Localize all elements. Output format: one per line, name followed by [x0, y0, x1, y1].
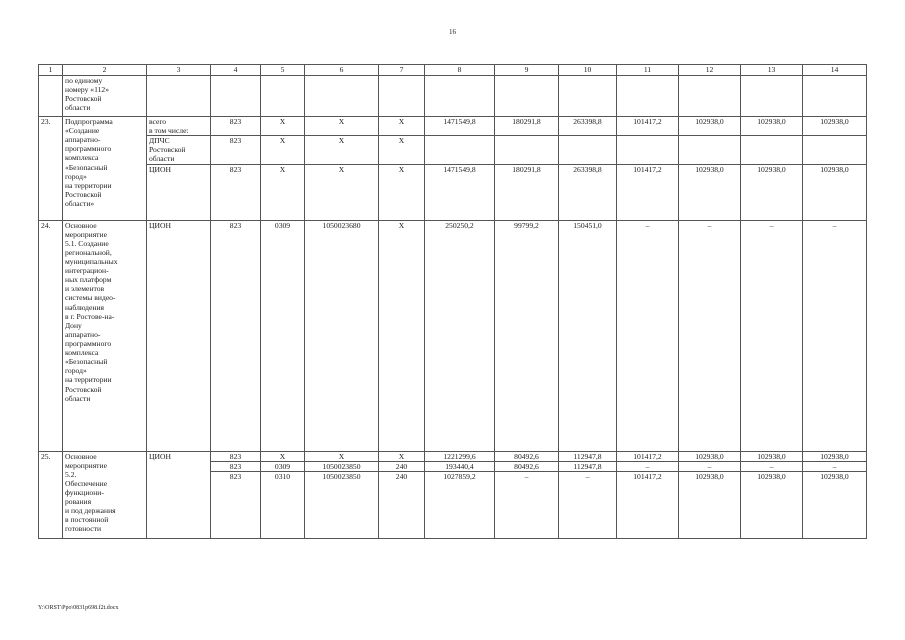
- value-c9: 180291,8: [495, 117, 559, 136]
- value-line: –: [524, 471, 529, 481]
- value-c12: –: [679, 220, 741, 451]
- value-line: 80492,6: [495, 452, 558, 462]
- row-number: 24.: [39, 220, 63, 451]
- value-c6: Х: [305, 117, 379, 136]
- value-c10: [559, 451, 617, 538]
- value-line: 823: [211, 462, 260, 472]
- value-line: –: [803, 462, 866, 472]
- empty-cell: [617, 76, 679, 117]
- row-number: 25.: [39, 451, 63, 538]
- page-number: 16: [449, 28, 456, 36]
- value-c8: 1471549,8: [425, 164, 495, 220]
- value-line: 240: [379, 462, 424, 472]
- value-line: –: [679, 462, 740, 472]
- measure-name: Подпрограмма «Создание аппаратно- программного комплекса «Безопасный город» на территории Ростовской области»: [63, 117, 147, 221]
- empty-cell: [379, 76, 425, 117]
- measure-name: Основное мероприятие 5.1. Создание региональной, муниципальных интеграцион- ных платформ и элементов системы видео- наблюдения в г. Ростове-на- Дону аппаратно- программного комплекса «Безопасный город» на территории Ростовской области: [63, 220, 147, 451]
- value-c6: Х: [305, 164, 379, 220]
- value-line: 1050023850: [305, 462, 378, 472]
- value-line: 112947,8: [559, 452, 616, 462]
- value-line: 0310: [274, 471, 291, 481]
- value-line: 102938,0: [757, 471, 786, 481]
- value-c13: 102938,0: [741, 117, 803, 136]
- column-header-11: 11: [617, 65, 679, 76]
- value-c5: 0309: [261, 220, 305, 451]
- value-c9: [495, 451, 559, 538]
- value-c7: Х: [379, 136, 425, 164]
- value-line: 1050023850: [322, 471, 361, 481]
- executor: ЦИОН: [147, 164, 211, 220]
- value-line: Х: [379, 452, 424, 462]
- executor: ЦИОН: [147, 451, 211, 538]
- value-c5: [261, 451, 305, 538]
- table-row: [39, 117, 867, 136]
- value-line: 102938,0: [803, 452, 866, 462]
- value-line: 102938,0: [741, 452, 802, 462]
- value-c13: [741, 136, 803, 164]
- empty-cell: [559, 76, 617, 117]
- value-c14: [803, 136, 867, 164]
- value-c9: 180291,8: [495, 164, 559, 220]
- value-c9: 99799,2: [495, 220, 559, 451]
- column-header-2: 2: [63, 65, 147, 76]
- value-c12: [679, 136, 741, 164]
- measure-name: Основное мероприятие 5.2. Обеспечение функциони- рования и под держания в постоянной готовности: [63, 451, 147, 538]
- value-c11: [617, 451, 679, 538]
- value-c13: [741, 451, 803, 538]
- value-c4: 823: [211, 136, 261, 164]
- value-c5: Х: [261, 136, 305, 164]
- value-line: 240: [395, 471, 408, 481]
- empty-cell: [679, 76, 741, 117]
- header-row: [39, 65, 867, 76]
- value-line: 823: [229, 471, 242, 481]
- value-line: 80492,6: [495, 462, 558, 472]
- table-row: [39, 220, 867, 451]
- column-header-8: 8: [425, 65, 495, 76]
- empty-cell: [211, 76, 261, 117]
- value-c4: 823: [211, 220, 261, 451]
- column-header-9: 9: [495, 65, 559, 76]
- column-header-10: 10: [559, 65, 617, 76]
- value-c5: Х: [261, 117, 305, 136]
- column-header-13: 13: [741, 65, 803, 76]
- empty-cell: [305, 76, 379, 117]
- column-header-7: 7: [379, 65, 425, 76]
- executor: ЦИОН: [147, 220, 211, 451]
- column-header-12: 12: [679, 65, 741, 76]
- table-row: [39, 136, 867, 164]
- value-c4: [211, 451, 261, 538]
- empty-cell: [803, 76, 867, 117]
- value-c4: 823: [211, 117, 261, 136]
- value-c8: 1471549,8: [425, 117, 495, 136]
- value-c14: 102938,0: [803, 117, 867, 136]
- value-line: 193440,4: [425, 462, 494, 472]
- column-header-6: 6: [305, 65, 379, 76]
- empty-cell: [425, 76, 495, 117]
- value-c7: Х: [379, 164, 425, 220]
- executor: ДПЧС Ростовской области: [147, 136, 211, 164]
- value-line: 1221299,6: [425, 452, 494, 462]
- value-c14: –: [803, 220, 867, 451]
- value-c10: 263398,8: [559, 117, 617, 136]
- value-c7: Х: [379, 117, 425, 136]
- executor: всего в том числе:: [147, 117, 211, 136]
- value-line: 1027859,2: [443, 471, 476, 481]
- value-c11: 101417,2: [617, 117, 679, 136]
- table-row: [39, 76, 867, 117]
- value-c13: –: [741, 220, 803, 451]
- table-row: [39, 164, 867, 220]
- column-header-5: 5: [261, 65, 305, 76]
- value-line: Х: [261, 452, 304, 462]
- value-line: Х: [305, 452, 378, 462]
- value-line: 0309: [261, 462, 304, 472]
- value-c9: [495, 136, 559, 164]
- value-c14: 102938,0: [803, 164, 867, 220]
- value-line: –: [617, 462, 678, 472]
- value-line: –: [585, 471, 590, 481]
- value-line: 112947,8: [559, 462, 616, 472]
- column-header-1: 1: [39, 65, 63, 76]
- table-row: [39, 451, 867, 538]
- row-number: 23.: [39, 117, 63, 221]
- value-c6: [305, 451, 379, 538]
- empty-cell: [261, 76, 305, 117]
- value-line: 102938,0: [695, 471, 724, 481]
- value-c12: 102938,0: [679, 117, 741, 136]
- value-c8: [425, 451, 495, 538]
- value-line: 101417,2: [633, 471, 662, 481]
- value-line: –: [741, 462, 802, 472]
- budget-table: [38, 64, 867, 539]
- value-c5: Х: [261, 164, 305, 220]
- value-c11: 101417,2: [617, 164, 679, 220]
- value-c7: Х: [379, 220, 425, 451]
- column-header-14: 14: [803, 65, 867, 76]
- value-c13: 102938,0: [741, 164, 803, 220]
- empty-cell: [495, 76, 559, 117]
- value-c10: 263398,8: [559, 164, 617, 220]
- column-header-4: 4: [211, 65, 261, 76]
- value-c7: [379, 451, 425, 538]
- value-line: 101417,2: [617, 452, 678, 462]
- value-c6: Х: [305, 136, 379, 164]
- empty-cell: [147, 76, 211, 117]
- value-c8: 250250,2: [425, 220, 495, 451]
- value-line: 102938,0: [679, 452, 740, 462]
- footer-path: Y:\ORST\Ppo\0831p698.f2t.docx: [38, 605, 119, 611]
- value-c4: 823: [211, 164, 261, 220]
- value-c10: 150451,0: [559, 220, 617, 451]
- value-c11: –: [617, 220, 679, 451]
- value-line: 823: [211, 452, 260, 462]
- value-c12: [679, 451, 741, 538]
- measure-name: по единому номеру «112» Ростовской области: [63, 76, 147, 117]
- value-c8: [425, 136, 495, 164]
- value-c12: 102938,0: [679, 164, 741, 220]
- column-header-3: 3: [147, 65, 211, 76]
- value-c11: [617, 136, 679, 164]
- value-line: 102938,0: [820, 471, 849, 481]
- value-c14: [803, 451, 867, 538]
- empty-cell: [741, 76, 803, 117]
- value-c6: 1050023680: [305, 220, 379, 451]
- row-number: [39, 76, 63, 117]
- value-c10: [559, 136, 617, 164]
